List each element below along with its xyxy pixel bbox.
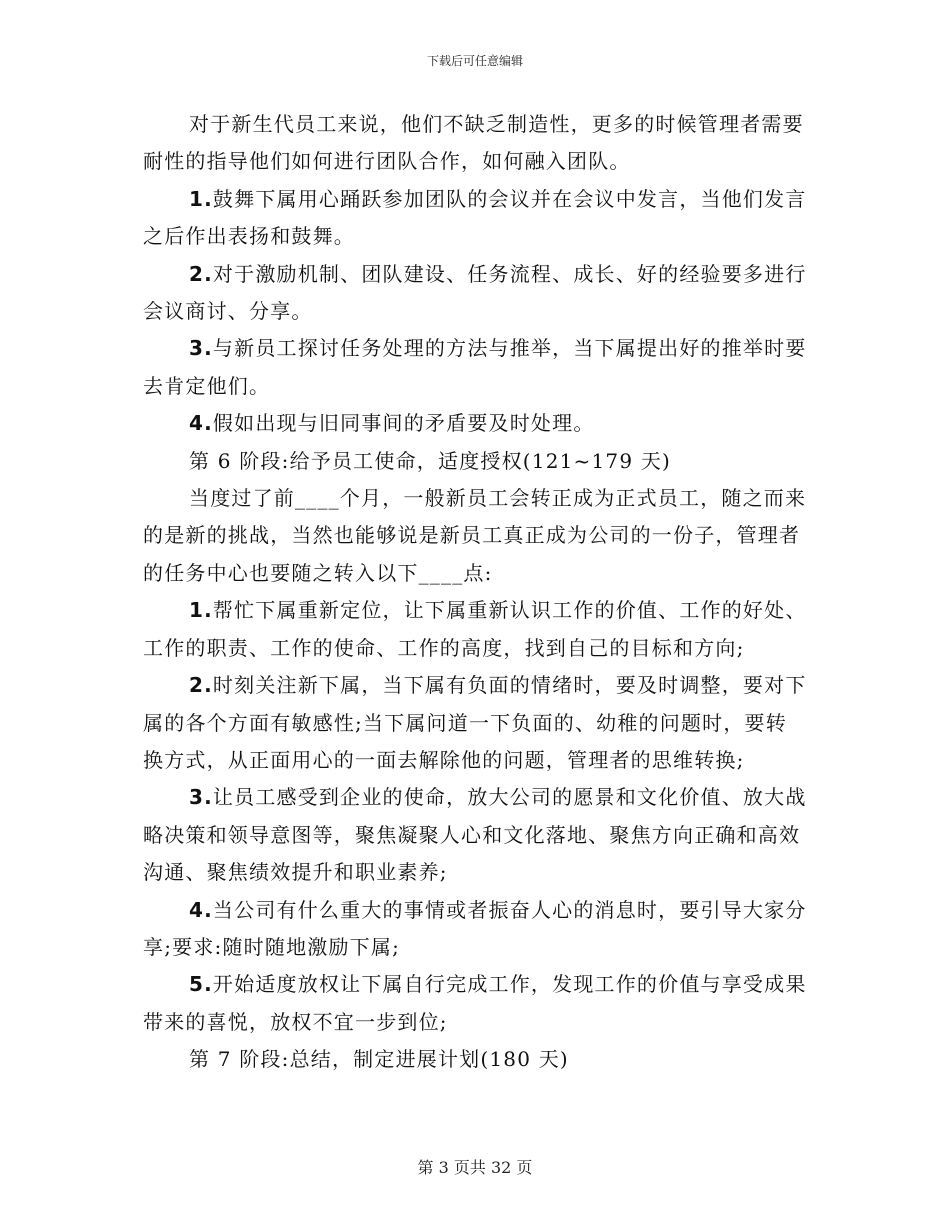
item-number: 2. — [189, 261, 213, 286]
item-number: 4. — [189, 411, 213, 436]
document-body — [143, 106, 807, 1079]
page-footer: 第 3 页共 32 页 — [417, 1158, 533, 1177]
item-number: 1. — [189, 598, 213, 623]
list-item: 5.开始适度放权让下属自行完成工作，发现工作的价值与享受成果带来的喜悦，放权不宜一步到位; — [143, 972, 807, 1034]
page-header: 下载后可任意编辑 — [426, 54, 523, 68]
stage-7-heading: 第 7 阶段:总结，制定进展计划(180 天) — [189, 1047, 569, 1072]
item-number: 3. — [189, 336, 213, 361]
list-item: 3.让员工感受到企业的使命，放大公司的愿景和文化价值、放大战略决策和领导意图等，聚焦凝聚人心和文化落地、聚焦方向正确和高效沟通、聚焦绩效提升和职业素养; — [143, 785, 807, 885]
item-number: 1. — [189, 186, 213, 211]
list-item: 1.鼓舞下属用心踊跃参加团队的会议并在会议中发言，当他们发言之后作出表扬和鼓舞。 — [143, 186, 807, 249]
paragraph-intro: 对于新生代员工来说，他们不缺乏制造性，更多的时候管理者需要耐性的指导他们如何进行团队合作，如何融入团队。 — [143, 112, 804, 174]
stage-6-heading: 第 6 阶段:给予员工使命，适度授权(121~179 天) — [189, 448, 672, 473]
list-item: 3.与新员工探讨任务处理的方法与推举，当下属提出好的推举时要去肯定他们。 — [143, 336, 807, 398]
paragraph-stage-6-intro: 当度过了前____个月，一般新员工会转正成为正式员工，随之而来的是新的挑战，当然也能够说是新员工真正成为公司的一份子，管理者的任务中心也要随之转入以下____点: — [143, 486, 807, 585]
item-number: 5. — [189, 972, 213, 997]
item-number: 3. — [189, 785, 213, 810]
list-item: 2.对于激励机制、团队建设、任务流程、成长、好的经验要多进行会议商讨、分享。 — [143, 261, 807, 324]
list-item: 2.时刻关注新下属，当下属有负面的情绪时，要及时调整，要对下属的各个方面有敏感性;当下属问道一下负面的、幼稚的问题时，要转换方式，从正面用心的一面去解除他的问题，管理者的思维转换; — [143, 673, 807, 772]
list-item: 1.帮忙下属重新定位，让下属重新认识工作的价值、工作的好处、工作的职责、工作的使命、工作的高度，找到自己的目标和方向; — [143, 598, 807, 660]
list-item: 4.当公司有什么重大的事情或者振奋人心的消息时，要引导大家分享;要求:随时随地激励下属; — [143, 897, 807, 959]
item-number: 4. — [189, 897, 213, 922]
item-number: 2. — [189, 673, 213, 698]
list-item: 4.假如出现与旧同事间的矛盾要及时处理。 — [189, 411, 595, 436]
